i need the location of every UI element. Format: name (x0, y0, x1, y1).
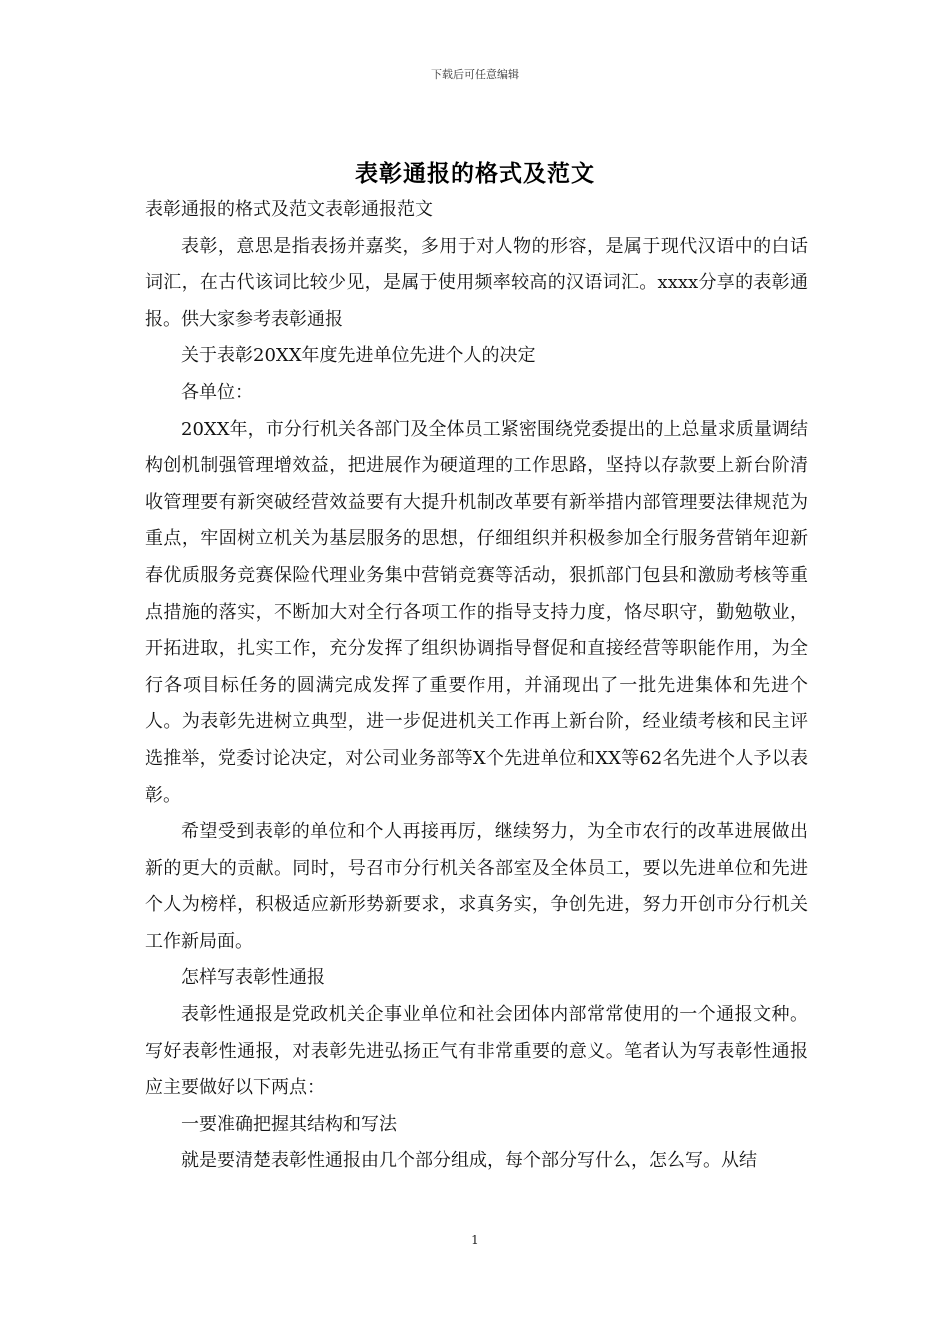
paragraph-decision-body: 20XX年，市分行机关各部门及全体员工紧密围绕党委提出的上总量求质量调结构创机制强管理增效益，把进展作为硬道理的工作思路，坚持以存款要上新台阶清收管理要有新突破经营效益要有大提升机制改革要有新举措内部管理要法律规范为重点，牢固树立机关为基层服务的思想，仔细组织并积极参加全行服务营销年迎新春优质服务竞赛保险代理业务集中营销竞赛等活动，狠抓部门包县和激励考核等重点措施的落实，不断加大对全行各项工作的指导支持力度，恪尽职守，勤勉敬业，开拓进取，扎实工作，充分发挥了组织协调指导督促和直接经营等职能作用，为全行各项目标任务的圆满完成发挥了重要作用，并涌现出了一批先进集体和先进个人。为表彰先进树立典型，进一步促进机关工作再上新台阶，经业绩考核和民主评选推举，党委讨论决定，对公司业务部等X个先进单位和XX等62名先进个人予以表彰。 (145, 418, 808, 806)
paragraph-definition: 表彰，意思是指表扬并嘉奖，多用于对人物的形容，是属于现代汉语中的白话词汇，在古代该词比较少见，是属于使用频率较高的汉语词汇。xxxx分享的表彰通报。供大家参考表彰通报 (145, 235, 808, 330)
paragraph-point-one: 一要准确把握其结构和写法 (181, 1113, 397, 1135)
document-body (145, 192, 808, 1180)
document-title: 表彰通报的格式及范文 (355, 160, 595, 187)
paragraph-howto-intro: 表彰性通报是党政机关企事业单位和社会团体内部常常使用的一个通报文种。写好表彰性通报，对表彰先进弘扬正气有非常重要的意义。笔者认为写表彰性通报应主要做好以下两点： (145, 1004, 808, 1099)
header-note: 下载后可任意编辑 (431, 68, 519, 81)
paragraph-decision-title: 关于表彰20XX年度先进单位先进个人的决定 (181, 345, 536, 367)
paragraph-subtitle: 表彰通报的格式及范文表彰通报范文 (145, 199, 433, 220)
paragraph-howto-heading: 怎样写表彰性通报 (181, 967, 325, 989)
paragraph-hope: 希望受到表彰的单位和个人再接再厉，继续努力，为全市农行的改革进展做出新的更大的贡献。同时，号召市分行机关各部室及全体员工，要以先进单位和先进个人为榜样，积极适应新形势新要求，求真务实，争创先进，努力开创市分行机关工作新局面。 (145, 821, 808, 952)
paragraph-salutation: 各单位： (181, 381, 253, 403)
paragraph-structure: 就是要清楚表彰性通报由几个部分组成，每个部分写什么，怎么写。从结 (181, 1150, 757, 1172)
page-number: 1 (471, 1233, 479, 1247)
